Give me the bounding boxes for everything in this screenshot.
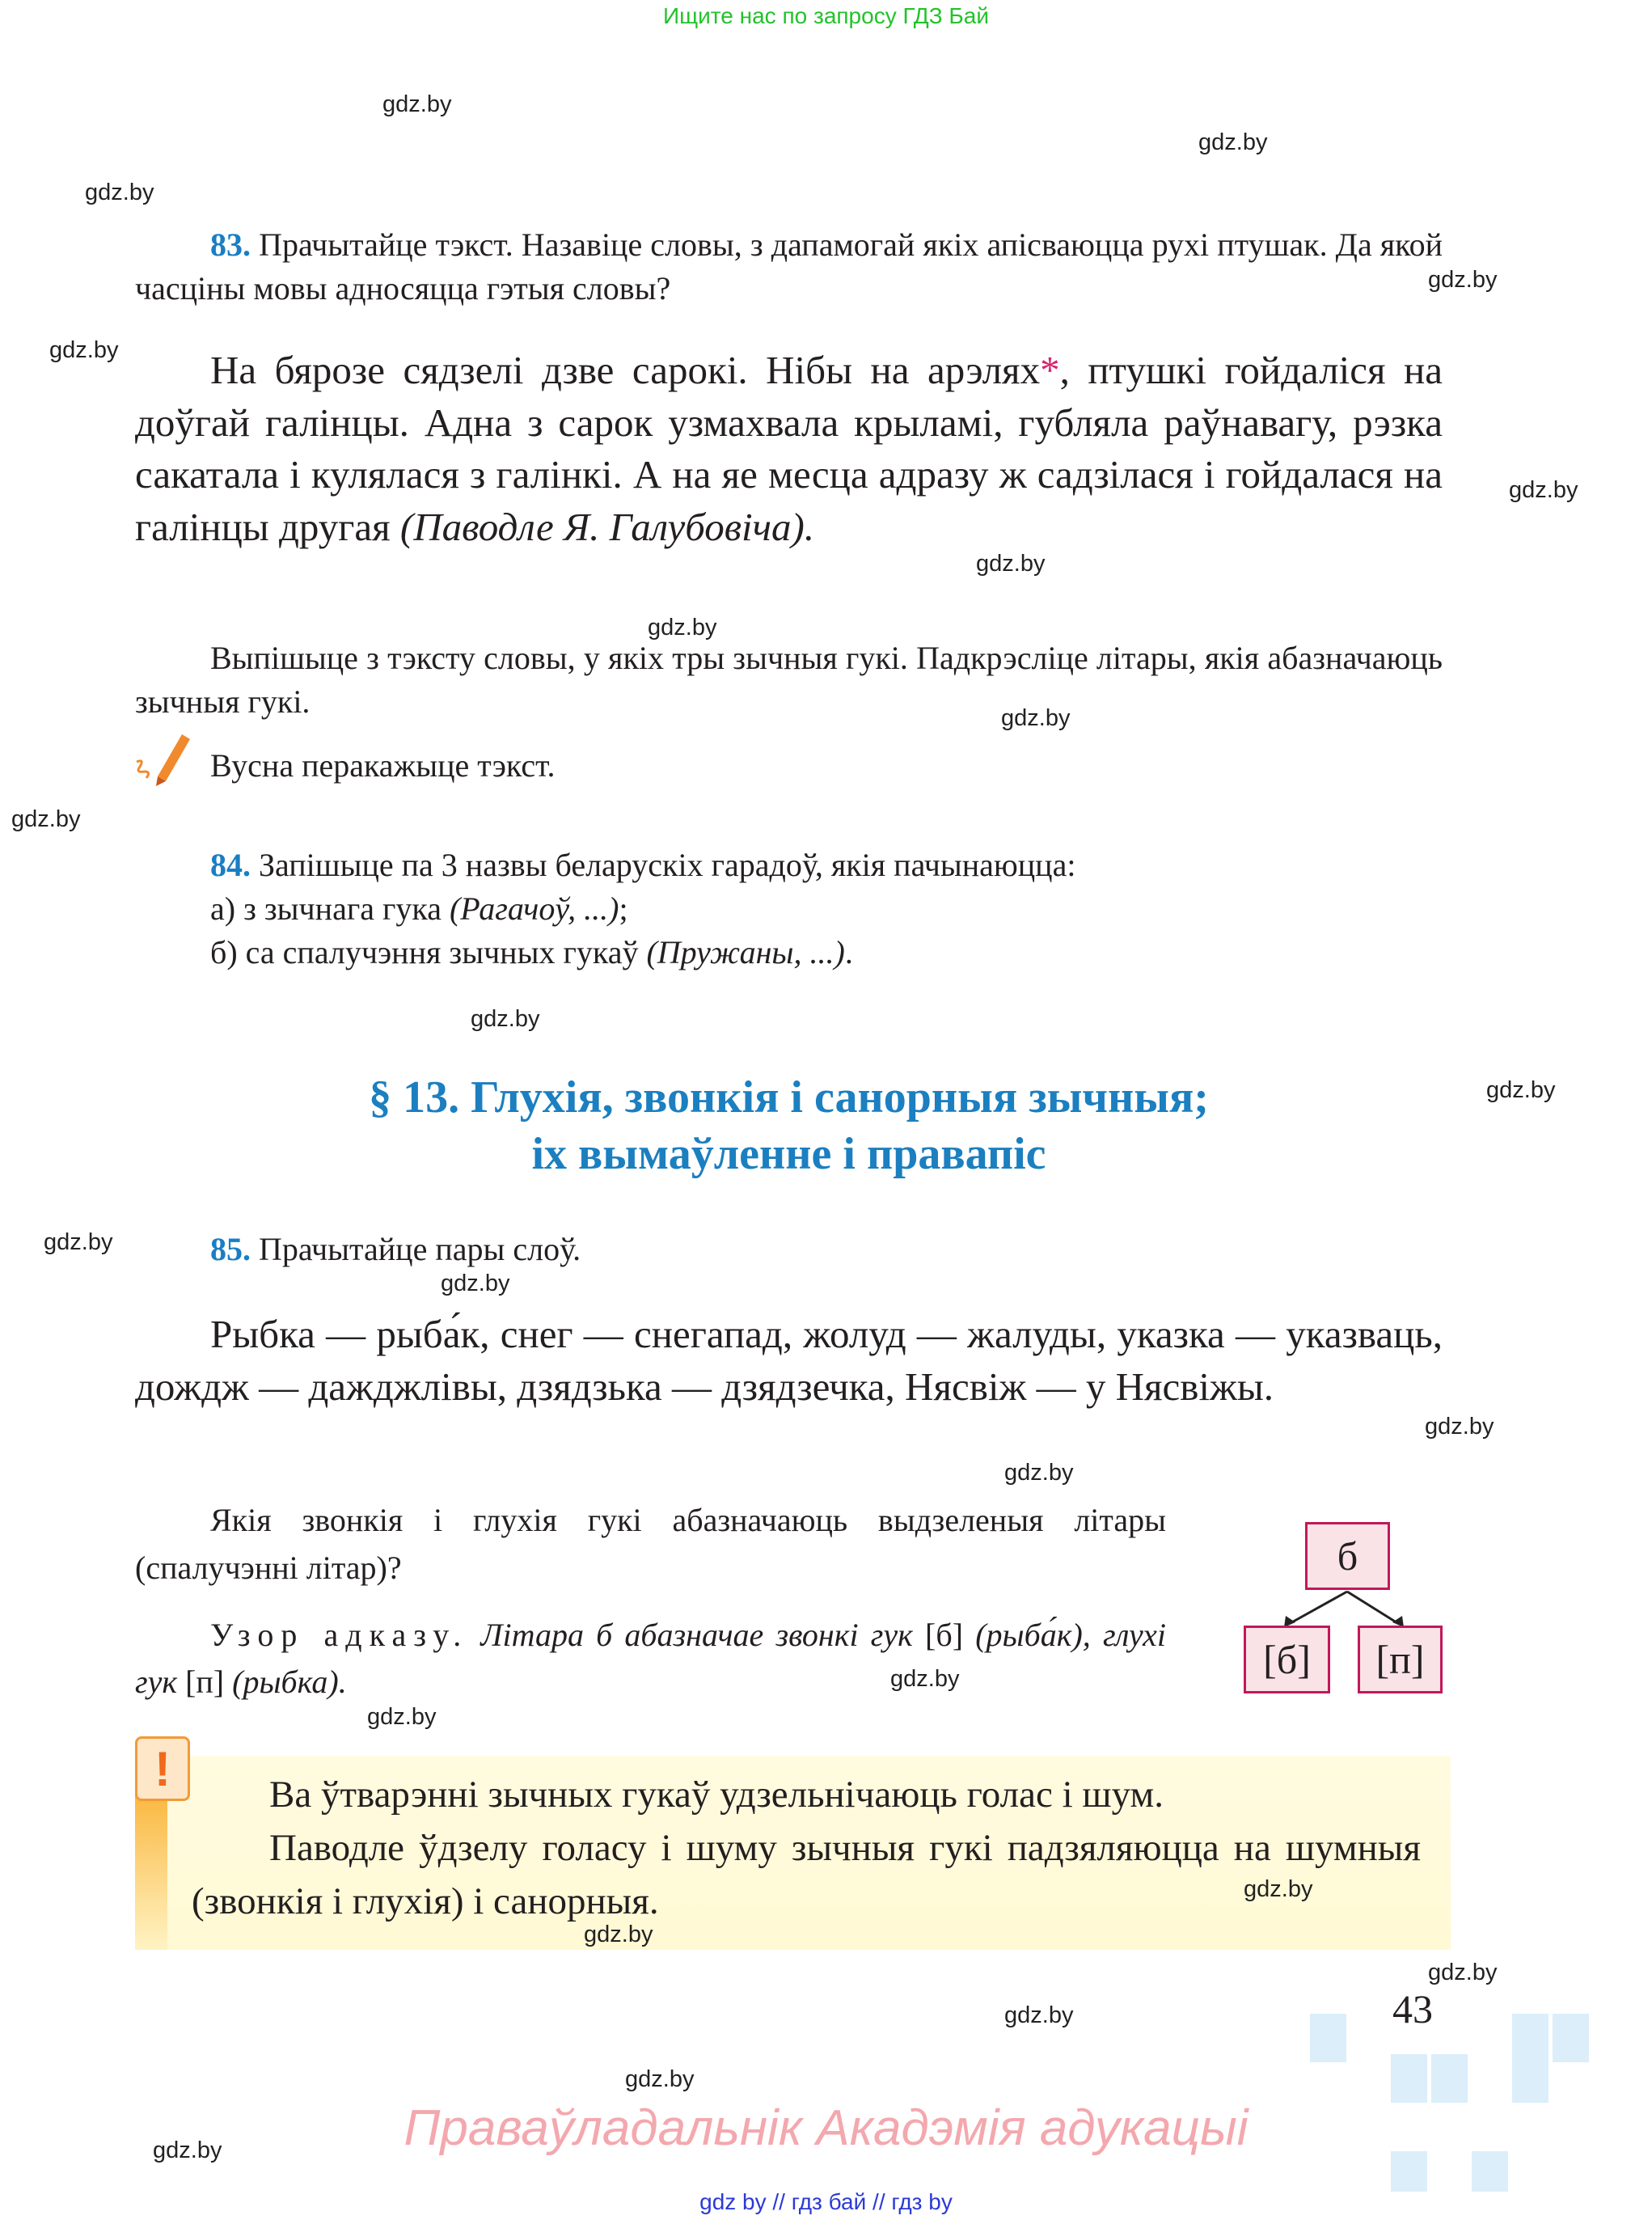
watermark: gdz.by bbox=[625, 2066, 695, 2092]
task-83-oral bbox=[135, 744, 1443, 788]
watermark: gdz.by bbox=[1004, 2002, 1074, 2028]
section-heading bbox=[135, 1069, 1443, 1182]
task-number: 83. bbox=[210, 226, 251, 263]
watermark: gdz.by bbox=[1486, 1077, 1556, 1103]
watermark: gdz.by bbox=[1004, 1460, 1074, 1486]
rule-line: Ва ўтварэнні зычных гукаў удзельнічаюць голас і шум. bbox=[269, 1774, 1164, 1816]
sound-b: [б] bbox=[925, 1617, 964, 1653]
decor-square bbox=[1391, 2054, 1427, 2103]
decor-square bbox=[1310, 2014, 1346, 2062]
source-citation: (Паводле Я. Галубовіча). bbox=[399, 504, 815, 549]
question-text: Якія звонкія і глухія гукі абазначаюць выдзеленыя літары (спалучэнні літар)? bbox=[135, 1502, 1166, 1586]
watermark: gdz.by bbox=[49, 337, 119, 363]
watermark: gdz.by bbox=[1198, 129, 1268, 155]
diagram-sound-voiceless: [п] bbox=[1358, 1626, 1443, 1693]
rule-text bbox=[192, 1768, 1421, 1928]
watermark: gdz.by bbox=[1425, 1414, 1494, 1440]
watermark: gdz.by bbox=[85, 180, 154, 205]
decor-square bbox=[1512, 2054, 1548, 2103]
sample-text: (рыба́к), глухі гук bbox=[135, 1617, 1167, 1700]
watermark: gdz.by bbox=[648, 615, 717, 641]
decor-square bbox=[1472, 2151, 1508, 2192]
watermark: gdz.by bbox=[153, 2137, 222, 2163]
text-part: На бярозе сядзелі дзве сарокі. Нібы на арэлях bbox=[210, 348, 1041, 392]
instruction-text: Прачытайце пары слоў. bbox=[259, 1231, 581, 1267]
task-84 bbox=[135, 844, 1443, 975]
diagram-letter-box: б bbox=[1305, 1522, 1390, 1590]
search-hint-link[interactable]: Ищите нас по запросу ГДЗ Бай bbox=[662, 3, 990, 28]
exclamation-icon: ! bbox=[135, 1736, 190, 1801]
decor-square bbox=[1391, 2151, 1427, 2192]
text-part: , птушкі гойдаліся на доўгай галінцы. Адна з сарок узмахвала крыламі, губляла раўнавагу, рэзка сакатала і кулялася з галінкі. А на яе месца адразу ж садзілася і гойдалася на галінцы другая bbox=[135, 348, 1443, 549]
watermark: gdz.by bbox=[367, 1704, 437, 1730]
watermark: gdz.by bbox=[1244, 1876, 1313, 1902]
copyright-watermark: Праваўладальнік Акадэмія адукацыі bbox=[403, 2100, 1249, 2156]
instruction-text: Прачытайце тэкст. Назавіце словы, з дапамогай якіх апісваюцца рухі птушак. Да якой часціны мовы адносяцца гэтыя словы? bbox=[135, 226, 1443, 307]
task-number: 85. bbox=[210, 1231, 251, 1267]
rule-side-bar bbox=[135, 1779, 167, 1950]
watermark: gdz.by bbox=[890, 1666, 960, 1692]
sample-text: (рыбка). bbox=[232, 1664, 347, 1700]
diagram-arrows bbox=[1261, 1590, 1423, 1627]
task-85-question bbox=[135, 1496, 1166, 1592]
sample-text: Літара б абазначае звонкі гук bbox=[480, 1617, 913, 1653]
footer-links[interactable]: gdz by // гдз бай // гдз by bbox=[699, 2189, 953, 2214]
task-83-instruction bbox=[135, 223, 1443, 311]
watermark: gdz.by bbox=[471, 1006, 540, 1032]
heading-line: § 13. Глухія, звонкія і санорныя зычныя; bbox=[369, 1072, 1209, 1123]
watermark: gdz.by bbox=[1428, 267, 1498, 293]
instruction-text: Запішыце па 3 назвы беларускіх гарадоў, якія пачынаюцца: bbox=[259, 847, 1076, 883]
exercise-text: Выпішыце з тэксту словы, у якіх тры зычныя гукі. Падкрэсліце літары, якія абазначаюць зычныя гукі. bbox=[135, 640, 1443, 720]
watermark: gdz.by bbox=[441, 1271, 510, 1296]
watermark: gdz.by bbox=[44, 1229, 113, 1255]
decor-square bbox=[1431, 2054, 1468, 2103]
task-85-instruction bbox=[135, 1228, 1443, 1271]
watermark: gdz.by bbox=[1001, 705, 1071, 731]
sound-p: [п] bbox=[185, 1664, 225, 1700]
task-83-text bbox=[135, 345, 1443, 553]
sample-label: Узор адказу. bbox=[210, 1617, 469, 1653]
watermark: gdz.by bbox=[584, 1922, 653, 1947]
word-pairs: Рыбка — рыба́к, снег — снегапад, жолуд — жалуды, указка — указваць, дождж — дажджлівы, дзядзька — дзядзечка, Нясвіж — у Нясвіжы. bbox=[135, 1312, 1443, 1409]
rule-line: Паводле ўдзелу голасу і шуму зычныя гукі падзяляюцца на шумныя (звонкія і глухія) і санорныя. bbox=[192, 1827, 1421, 1922]
punct: . bbox=[844, 934, 853, 970]
watermark: gdz.by bbox=[382, 91, 452, 117]
watermark: gdz.by bbox=[11, 806, 81, 832]
watermark: gdz.by bbox=[976, 551, 1046, 577]
item-b-example: (Пружаны, ...) bbox=[646, 934, 845, 970]
page-number: 43 bbox=[1392, 1986, 1433, 2032]
item-a-example: (Рагачоў, ...) bbox=[449, 890, 619, 927]
oral-text: Вусна перакажыце тэкст. bbox=[210, 747, 556, 784]
task-number: 84. bbox=[210, 847, 251, 883]
item-a: а) з зычнага гука bbox=[210, 890, 450, 927]
task-83-exercise bbox=[135, 636, 1443, 724]
heading-line: іх вымаўленне і правапіс bbox=[531, 1129, 1046, 1179]
watermark: gdz.by bbox=[1509, 477, 1578, 503]
task-85-words bbox=[135, 1309, 1443, 1413]
footnote-asterisk: * bbox=[1040, 348, 1060, 392]
item-b: б) са спалучэння зычных гукаў bbox=[210, 934, 647, 970]
punct: ; bbox=[619, 890, 628, 927]
diagram-sound-voiced: [б] bbox=[1244, 1626, 1330, 1693]
task-85-sample bbox=[135, 1612, 1166, 1706]
watermark: gdz.by bbox=[1428, 1960, 1498, 1985]
decor-square bbox=[1553, 2014, 1589, 2062]
